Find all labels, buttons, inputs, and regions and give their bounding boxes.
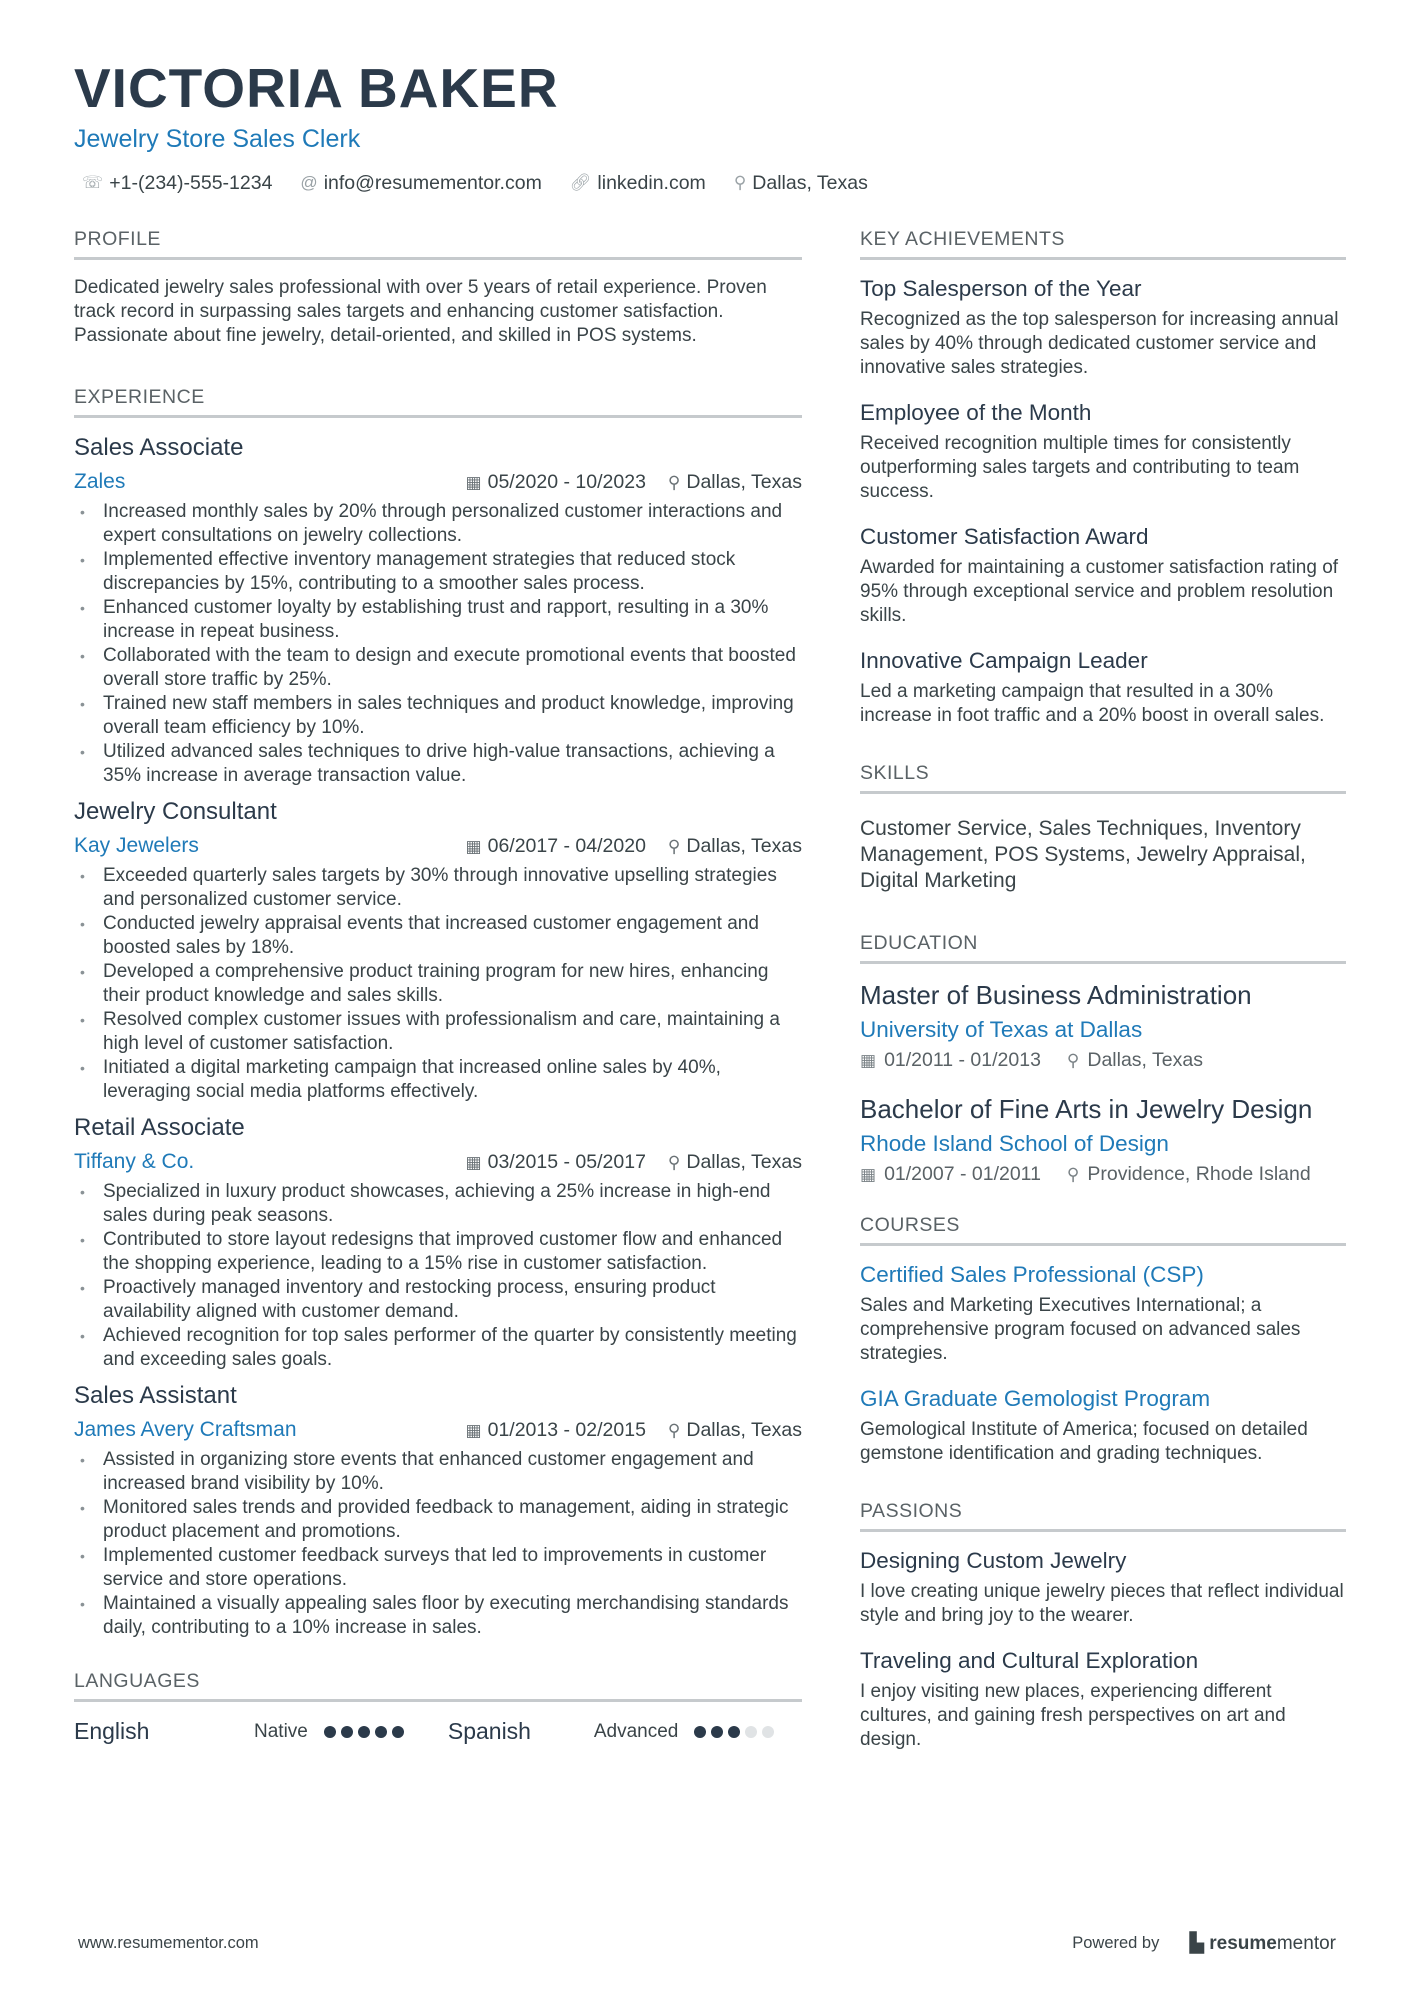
contact-row — [74, 172, 1336, 195]
achievement-title: Employee of the Month — [860, 400, 1092, 425]
dates-text: 01/2013 - 02/2015 — [487, 1418, 646, 1441]
contact-email[interactable] — [300, 172, 541, 195]
linkedin-text[interactable]: linkedin.com — [597, 171, 706, 194]
section-title: EDUCATION — [860, 932, 1346, 964]
job-location — [668, 1151, 802, 1174]
dates-text: 03/2015 - 05/2017 — [487, 1150, 646, 1173]
school-name: University of Texas at Dallas — [860, 1017, 1143, 1042]
course-desc: Sales and Marketing Executives International; a comprehensive program focused on advanced sales strategies. — [860, 1295, 1301, 1364]
bullet-item: • Increased monthly sales by 20% through personalized customer interactions and expert consultations on jewelry collections. — [74, 500, 802, 548]
course-title: GIA Graduate Gemologist Program — [860, 1386, 1211, 1411]
course-title: Certified Sales Professional (CSP) — [860, 1262, 1204, 1287]
map-pin-icon: ⚲ — [1066, 1051, 1080, 1070]
logo-light-text: mentor — [1276, 1933, 1336, 1954]
company-name: Zales — [74, 470, 126, 493]
job-dates — [466, 835, 646, 858]
passions-section — [860, 1500, 1346, 1752]
job-location — [668, 1419, 802, 1442]
rating-dot — [694, 1726, 706, 1738]
rating-dot — [392, 1726, 404, 1738]
calendar-icon: ▦ — [860, 1051, 877, 1070]
dates-text: 01/2011 - 01/2013 — [884, 1049, 1041, 1071]
job-entry — [74, 1382, 802, 1640]
language-name: Spanish — [447, 1718, 531, 1744]
calendar-icon: ▦ — [860, 1165, 877, 1184]
job-entry — [74, 1114, 802, 1372]
rating-dot — [711, 1726, 723, 1738]
achievement-title: Top Salesperson of the Year — [860, 276, 1142, 301]
map-pin-icon: ⚲ — [667, 472, 681, 492]
job-bullets — [74, 864, 802, 1104]
section-title: LANGUAGES — [74, 1670, 802, 1702]
dates-text: 05/2020 - 10/2023 — [487, 470, 646, 493]
bullet-item: • Collaborated with the team to design and execute promotional events that boosted overall store traffic by 25%. — [74, 644, 802, 692]
map-pin-icon: ⚲ — [667, 1152, 681, 1172]
rating-dot — [745, 1726, 757, 1738]
section-title: EXPERIENCE — [74, 386, 802, 418]
bullet-item: • Implemented effective inventory management strategies that reduced stock discrepancies by 15%, contributing to a smoother sales process. — [74, 548, 802, 596]
bullet-item: • Developed a comprehensive product training program for new hires, enhancing their product knowledge and sales skills. — [74, 960, 802, 1008]
section-title: COURSES — [860, 1214, 1346, 1246]
job-title: Sales Associate — [74, 434, 244, 461]
contact-linkedin[interactable] — [570, 172, 706, 195]
rating-dot — [728, 1726, 740, 1738]
bullet-item: • Maintained a visually appealing sales floor by executing merchandising standards daily, contributing to a 10% increase in sales. — [74, 1592, 802, 1640]
contact-location — [734, 172, 868, 195]
experience-section — [74, 386, 802, 1640]
achievement-title: Innovative Campaign Leader — [860, 648, 1148, 673]
email-text[interactable]: info@resumementor.com — [323, 171, 542, 194]
powered-by-text: Powered by — [1072, 1934, 1160, 1952]
bullet-item: • Specialized in luxury product showcases, achieving a 25% increase in high-end sales during peak seasons. — [74, 1180, 802, 1228]
map-pin-icon: ⚲ — [667, 1420, 681, 1440]
education-dates — [860, 1163, 1041, 1186]
job-meta-row — [74, 834, 802, 858]
languages-row — [74, 1718, 802, 1745]
degree-title: Master of Business Administration — [860, 980, 1252, 1010]
section-title: PASSIONS — [860, 1500, 1346, 1532]
job-title: Jewelry Consultant — [74, 798, 277, 825]
location-text: Dallas, Texas — [686, 834, 802, 857]
bullet-item: • Monitored sales trends and provided feedback to management, aiding in strategic product placement and promotions. — [74, 1496, 802, 1544]
skills-text: Customer Service, Sales Techniques, Inventory Management, POS Systems, Jewelry Appraisal, Digital Marketing — [860, 817, 1306, 892]
job-bullets — [74, 1180, 802, 1372]
course-desc: Gemological Institute of America; focused on detailed gemstone identification and grading techniques. — [860, 1419, 1308, 1464]
bullet-item: • Conducted jewelry appraisal events that increased customer engagement and boosted sales by 18%. — [74, 912, 802, 960]
language-level: Native — [254, 1720, 308, 1742]
rating-dot — [358, 1726, 370, 1738]
job-meta — [466, 471, 802, 494]
passion-desc: I enjoy visiting new places, experiencing different cultures, and gaining fresh perspectives on art and design. — [860, 1681, 1286, 1750]
job-meta — [466, 1151, 802, 1174]
achievement-desc: Awarded for maintaining a customer satisfaction rating of 95% through exceptional service and problem resolution skills. — [860, 557, 1339, 626]
calendar-icon: ▦ — [465, 836, 482, 856]
rating-dot — [341, 1726, 353, 1738]
achievement-desc: Recognized as the top salesperson for increasing annual sales by 40% through dedicated customer service and innovative sales strategies. — [860, 309, 1339, 378]
logo-mark-icon: ▙ — [1189, 1933, 1210, 1954]
calendar-icon: ▦ — [465, 1152, 482, 1172]
left-column — [74, 228, 802, 1783]
link-icon: 🔗︎ — [569, 173, 592, 192]
section-title: KEY ACHIEVEMENTS — [860, 228, 1346, 260]
education-dates — [860, 1049, 1041, 1072]
language-name: English — [74, 1718, 150, 1744]
education-meta — [860, 1049, 1346, 1072]
achievement-desc: Led a marketing campaign that resulted in a 30% increase in foot traffic and a 20% boost in overall sales. — [860, 681, 1325, 726]
location-text: Providence, Rhode Island — [1087, 1163, 1311, 1185]
courses-section — [860, 1214, 1346, 1466]
dates-text: 01/2007 - 01/2011 — [884, 1163, 1041, 1185]
achievement-desc: Received recognition multiple times for consistently outperforming sales targets and contributing to team success. — [860, 433, 1300, 502]
calendar-icon: ▦ — [465, 1420, 482, 1440]
company-name: Tiffany & Co. — [74, 1150, 195, 1173]
calendar-icon: ▦ — [465, 472, 482, 492]
education-meta — [860, 1163, 1346, 1186]
skills-section — [860, 762, 1346, 894]
school-name: Rhode Island School of Design — [860, 1131, 1169, 1156]
footer-website[interactable]: www.resumementor.com — [78, 1934, 259, 1952]
rating-dot — [375, 1726, 387, 1738]
section-title: SKILLS — [860, 762, 1346, 794]
language-level: Advanced — [593, 1720, 679, 1742]
dates-text: 06/2017 - 04/2020 — [487, 834, 646, 857]
education-location — [1067, 1049, 1203, 1072]
logo-bold-text: resume — [1209, 1933, 1277, 1954]
location-text: Dallas, Texas — [686, 1418, 802, 1441]
degree-title: Bachelor of Fine Arts in Jewelry Design — [860, 1094, 1313, 1124]
job-meta-row — [74, 1150, 802, 1174]
bullet-item: • Trained new staff members in sales techniques and product knowledge, improving overall team efficiency by 10%. — [74, 692, 802, 740]
section-title: PROFILE — [74, 228, 802, 260]
job-title: Sales Assistant — [74, 1382, 237, 1409]
footer — [78, 1932, 1336, 1955]
bullet-item: • Enhanced customer loyalty by establishing trust and rapport, resulting in a 30% increase in repeat business. — [74, 596, 802, 644]
job-meta-row — [74, 1418, 802, 1442]
job-location — [668, 835, 802, 858]
passion-title: Traveling and Cultural Exploration — [860, 1648, 1199, 1673]
map-pin-icon: ⚲ — [667, 836, 681, 856]
phone-text: +1-(234)-555-1234 — [109, 171, 273, 194]
bullet-item: • Initiated a digital marketing campaign that increased online sales by 40%, leveraging social media platforms effectively. — [74, 1056, 802, 1104]
job-dates — [466, 1151, 646, 1174]
location-text: Dallas, Texas — [686, 470, 802, 493]
rating-dot — [324, 1726, 336, 1738]
bullet-item: • Achieved recognition for top sales performer of the quarter by consistently meeting and exceeding sales goals. — [74, 1324, 802, 1372]
job-meta — [466, 835, 802, 858]
location-text: Dallas, Texas — [1087, 1049, 1203, 1071]
job-meta-row — [74, 470, 802, 494]
languages-section — [74, 1670, 802, 1745]
bullet-item: • Contributed to store layout redesigns that improved customer flow and enhanced the shopping experience, leading to a 15% rise in customer satisfaction. — [74, 1228, 802, 1276]
phone-icon: ☏ — [82, 173, 104, 192]
bullet-item: • Exceeded quarterly sales targets by 30% through innovative upselling strategies and personalized customer service. — [74, 864, 802, 912]
achievement-title: Customer Satisfaction Award — [860, 524, 1149, 549]
job-bullets — [74, 500, 802, 788]
job-dates — [466, 471, 646, 494]
bullet-item: • Implemented customer feedback surveys that led to improvements in customer service and store operations. — [74, 1544, 802, 1592]
profile-text: Dedicated jewelry sales professional with over 5 years of retail experience. Proven track record in surpassing sales targets and enhancing customer satisfaction. Passionate about fine jewelry, detail-oriented, and skilled in POS systems. — [74, 277, 767, 346]
passion-title: Designing Custom Jewelry — [860, 1548, 1127, 1573]
contact-phone — [82, 172, 272, 195]
map-pin-icon: ⚲ — [1066, 1165, 1080, 1184]
language-rating — [694, 1726, 774, 1738]
company-name: James Avery Craftsman — [74, 1418, 297, 1441]
job-meta — [466, 1419, 802, 1442]
candidate-name: VICTORIA BAKER — [74, 57, 559, 119]
location-text: Dallas, Texas — [686, 1150, 802, 1173]
passion-desc: I love creating unique jewelry pieces that reflect individual style and bring joy to the wearer. — [860, 1581, 1344, 1626]
bullet-item: • Resolved complex customer issues with professionalism and care, maintaining a high level of customer satisfaction. — [74, 1008, 802, 1056]
language-rating — [324, 1726, 424, 1738]
job-dates — [466, 1419, 646, 1442]
company-name: Kay Jewelers — [74, 834, 199, 857]
header — [74, 58, 1336, 195]
candidate-role: Jewelry Store Sales Clerk — [74, 124, 361, 153]
at-icon: @ — [300, 173, 318, 192]
job-entry — [74, 434, 802, 788]
bullet-item: • Assisted in organizing store events that enhanced customer engagement and increased brand visibility by 10%. — [74, 1448, 802, 1496]
rating-dot — [762, 1726, 774, 1738]
job-location — [668, 471, 802, 494]
resumementor-logo — [1189, 1932, 1336, 1955]
footer-brand — [1072, 1932, 1336, 1955]
education-location — [1067, 1163, 1311, 1186]
education-section — [860, 932, 1346, 1186]
job-entry — [74, 798, 802, 1104]
profile-section — [74, 228, 802, 348]
bullet-item: • Proactively managed inventory and restocking process, ensuring product availability aligned with customer demand. — [74, 1276, 802, 1324]
job-title: Retail Associate — [74, 1114, 245, 1141]
location-text: Dallas, Texas — [752, 171, 868, 194]
bullet-item: • Utilized advanced sales techniques to drive high-value transactions, achieving a 35% increase in average transaction value. — [74, 740, 802, 788]
job-bullets — [74, 1448, 802, 1640]
achievements-section — [860, 228, 1346, 728]
map-pin-icon: ⚲ — [733, 173, 747, 192]
right-column — [860, 228, 1346, 1790]
